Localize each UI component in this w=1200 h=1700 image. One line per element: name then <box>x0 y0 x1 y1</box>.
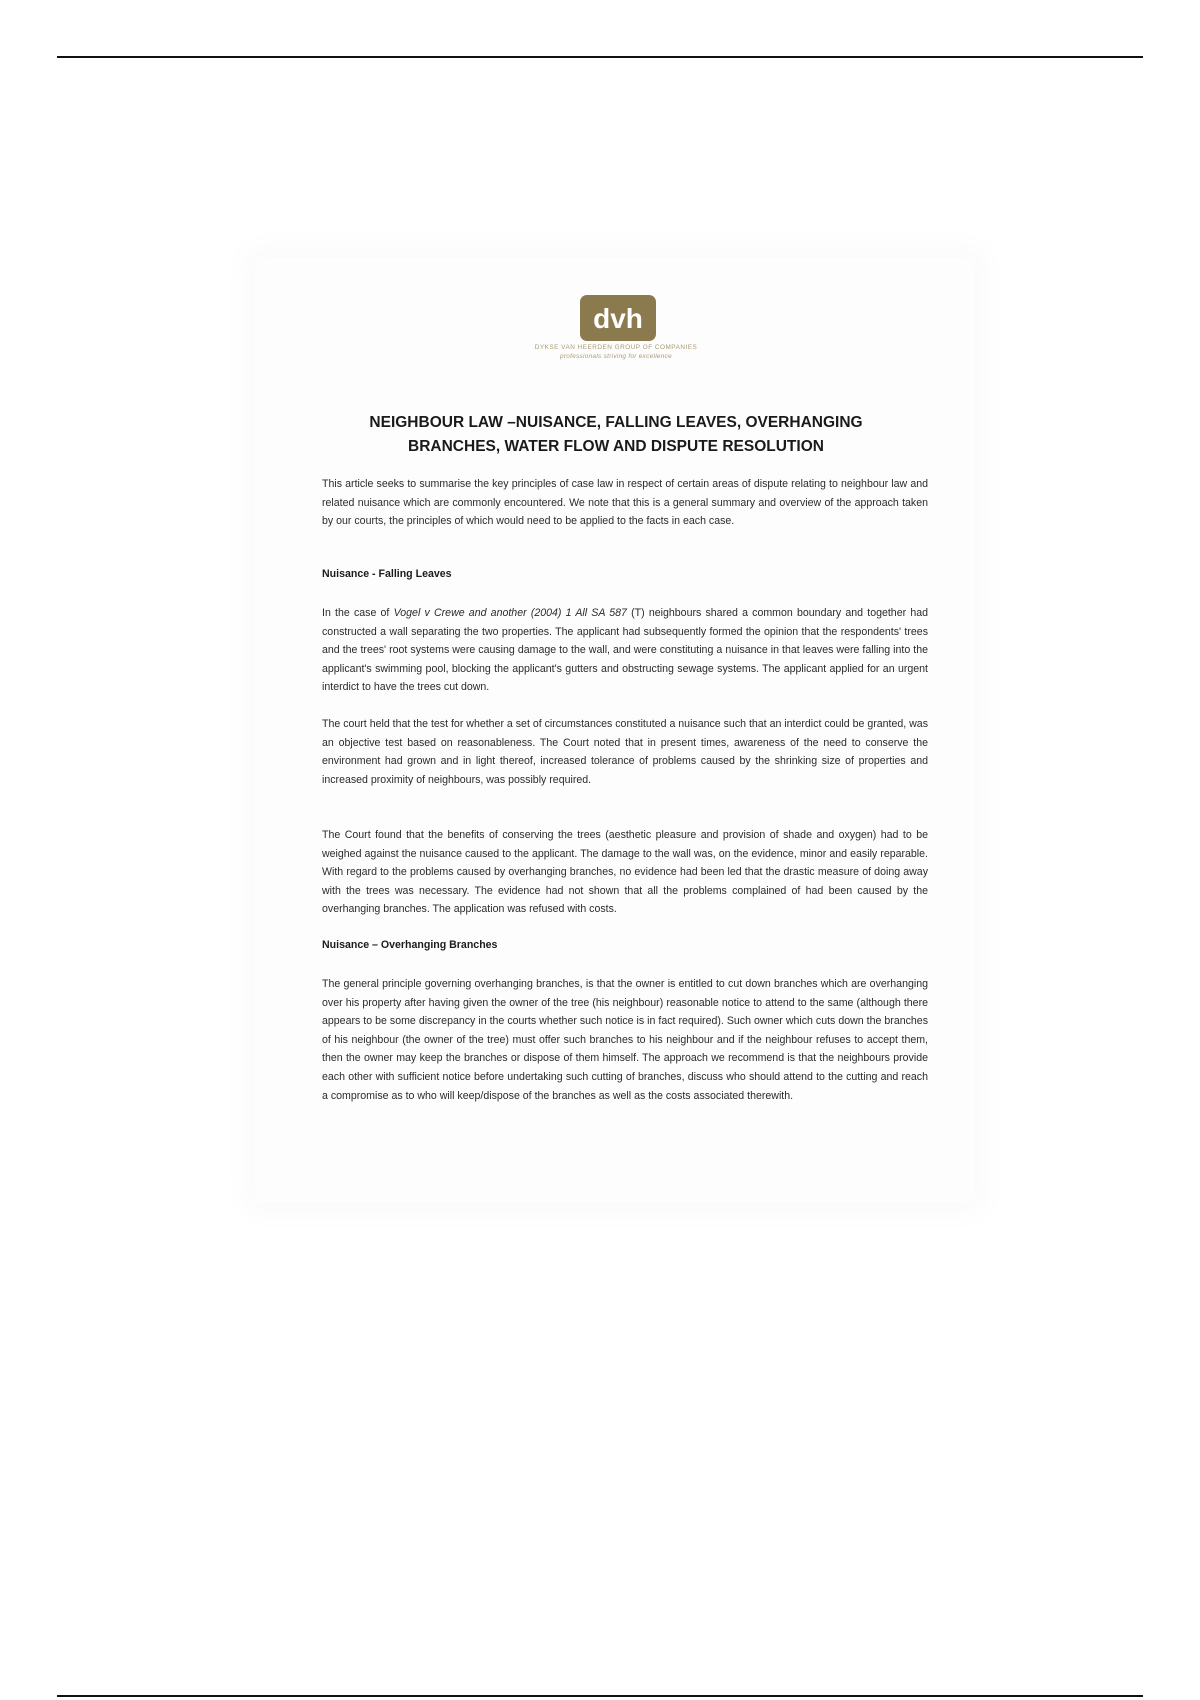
paragraph-overhanging-principle: The general principle governing overhanging branches, is that the owner is entitled to cut down branches which are overhanging over his property after having given the owner of the tree (his neighbour) reasonable notice to attend to the same (although there appears to be some discrepancy in the courts whether such notice is in fact required). Such owner which cuts down the branches of his neighbour (the owner of the tree) must offer such branches to his neighbour and if the neighbour refuses to accept them, then the owner may keep the branches or dispose of them himself. The approach we recommend is that the neighbours provide each other with sufficient notice before undertaking such cutting of branches, discuss who should attend to the cutting and reach a compromise as to who will keep/dispose of the branches as well as the costs associated therewith. <box>322 978 928 1102</box>
title-line-1: NEIGHBOUR LAW –NUISANCE, FALLING LEAVES, OVERHANGING <box>369 414 863 431</box>
bottom-divider <box>57 1695 1143 1697</box>
paragraph-court-test: The court held that the test for whether a set of circumstances constituted a nuisance such that an interdict could be granted, was an objective test based on reasonableness. The Court noted that in present times, awareness of the need to conserve the environment had grown and in light thereof, increased tolerance of problems caused by the shrinking size of properties and increased proximity of neighbours, was possibly required. <box>322 718 928 786</box>
paragraph-vogel-case <box>322 604 928 697</box>
top-divider <box>57 56 1143 58</box>
paragraph-rest: (T) neighbours shared a common boundary and together had constructed a wall separating the two properties. The applicant had subsequently formed the opinion that the respondents' trees and the trees' root systems were causing damage to the wall, and were constituting a nuisance in that leaves were falling into the applicant's swimming pool, blocking the applicant's gutters and obstructing sewage systems. The applicant applied for an urgent interdict to have the trees cut down. <box>322 607 928 694</box>
section-heading-overhanging-branches: Nuisance – Overhanging Branches <box>322 939 498 951</box>
logo-slogan: professionals striving for excellence <box>560 353 672 360</box>
paragraph-court-finding: The Court found that the benefits of conserving the trees (aesthetic pleasure and provision of shade and oxygen) had to be weighed against the nuisance caused to the applicant. The damage to the wall was, on the evidence, minor and easily reparable. With regard to the problems caused by overhanging branches, no evidence had been led that the drastic measure of doing away with the trees was necessary. The evidence had not shown that all the problems complained of had been caused by the overhanging branches. The application was refused with costs. <box>322 829 928 916</box>
logo-monogram: dvh <box>593 303 643 334</box>
title-line-2: BRANCHES, WATER FLOW AND DISPUTE RESOLUTION <box>408 438 824 455</box>
logo-tagline: DYKSE VAN HEERDEN GROUP OF COMPANIES <box>534 344 698 351</box>
case-citation: Vogel v Crewe and another (2004) 1 All SA 587 <box>393 607 627 619</box>
document-title <box>300 411 932 459</box>
intro-paragraph: This article seeks to summarise the key principles of case law in respect of certain areas of dispute relating to neighbour law and related nuisance which are commonly encountered. We note that this is a general summary and overview of the approach taken by our courts, the principles of which would need to be applied to the facts in each case. <box>322 478 928 528</box>
paragraph-lead: In the case of <box>322 607 394 619</box>
dvh-logo <box>580 295 656 341</box>
section-heading-falling-leaves: Nuisance - Falling Leaves <box>322 568 452 580</box>
